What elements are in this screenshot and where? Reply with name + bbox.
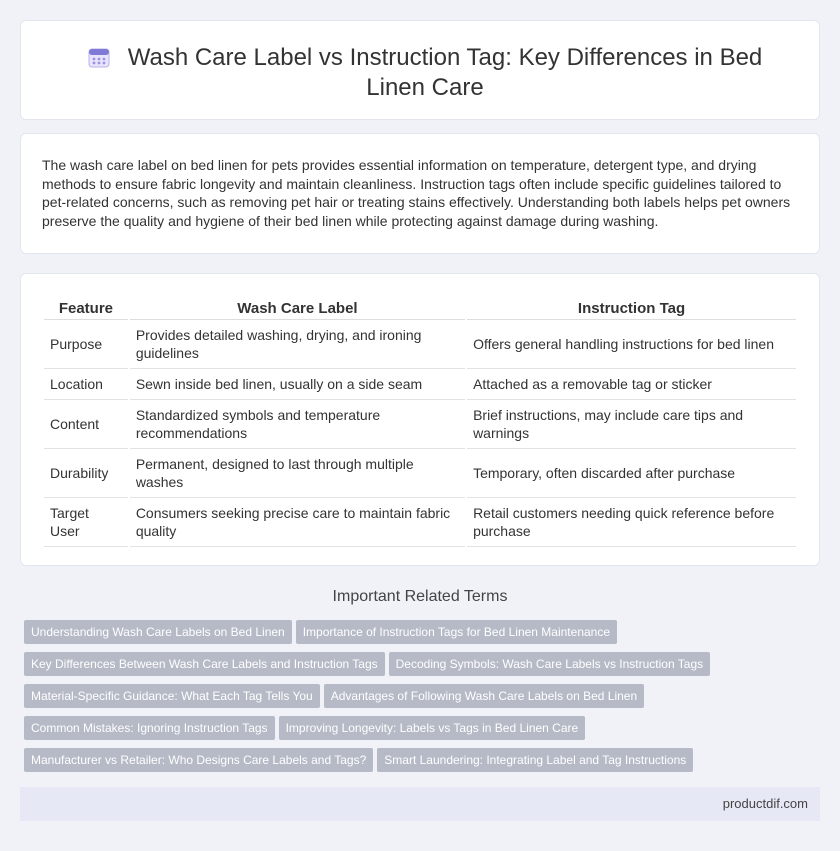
page-title-text: Wash Care Label vs Instruction Tag: Key Differences in Bed Linen Care (127, 44, 763, 101)
row-wash-care-label: Provides detailed washing, drying, and ironing guidelines (130, 320, 465, 369)
row-instruction-tag: Temporary, often discarded after purchase (467, 449, 796, 498)
header-feature: Feature (44, 298, 128, 320)
calendar-icon (88, 46, 110, 68)
related-term-tag[interactable]: Improving Longevity: Labels vs Tags in Bed Linen Care (279, 716, 586, 740)
title-wrap (61, 43, 789, 103)
intro-card (20, 133, 820, 254)
intro-text: The wash care label on bed linen for pets provides essential information on temperature, detergent type, and drying methods to ensure fabric longevity and maintain cleanliness. Instruction tags often include specific guidelines tailored to pet-related concerns, such as removing pet hair or treating stains effectively. Understanding both labels helps pet owners preserve the quality and hygiene of their bed linen while protecting against damage during washing. (42, 157, 791, 229)
tag-row (24, 620, 804, 652)
row-instruction-tag: Offers general handling instructions for bed linen (467, 320, 796, 369)
header-instruction-tag: Instruction Tag (467, 298, 796, 320)
related-term-tag[interactable]: Material-Specific Guidance: What Each Tag Tells You (24, 684, 320, 708)
row-instruction-tag: Retail customers needing quick reference before purchase (467, 498, 796, 547)
footer-site[interactable]: productdif.com (722, 796, 808, 811)
header-wash-care-label: Wash Care Label (130, 298, 465, 320)
row-wash-care-label: Permanent, designed to last through multiple washes (130, 449, 465, 498)
tag-row (24, 716, 804, 748)
comparison-card (20, 273, 820, 566)
related-terms-title: Important Related Terms (332, 588, 508, 605)
related-terms-list (24, 620, 804, 780)
header-card (20, 20, 820, 120)
related-term-tag[interactable]: Understanding Wash Care Labels on Bed Linen (24, 620, 292, 644)
row-feature: Target User (44, 498, 128, 547)
row-wash-care-label: Standardized symbols and temperature recommendations (130, 400, 465, 449)
row-feature: Durability (44, 449, 128, 498)
row-instruction-tag: Brief instructions, may include care tips and warnings (467, 400, 796, 449)
tag-row (24, 652, 804, 684)
page-title (61, 43, 789, 103)
related-term-tag[interactable]: Common Mistakes: Ignoring Instruction Tags (24, 716, 275, 740)
table-row (44, 400, 796, 449)
table-header-row (44, 298, 796, 320)
row-feature: Location (44, 369, 128, 400)
row-wash-care-label: Sewn inside bed linen, usually on a side seam (130, 369, 465, 400)
row-instruction-tag: Attached as a removable tag or sticker (467, 369, 796, 400)
table-row (44, 449, 796, 498)
related-term-tag[interactable]: Advantages of Following Wash Care Labels on Bed Linen (324, 684, 644, 708)
related-term-tag[interactable]: Smart Laundering: Integrating Label and Tag Instructions (377, 748, 693, 772)
comparison-table (42, 298, 798, 547)
table-row (44, 369, 796, 400)
table-row (44, 320, 796, 369)
related-term-tag[interactable]: Key Differences Between Wash Care Labels and Instruction Tags (24, 652, 385, 676)
footer-bar (20, 787, 820, 821)
tag-row (24, 684, 804, 716)
tag-row (24, 748, 804, 780)
row-feature: Content (44, 400, 128, 449)
related-term-tag[interactable]: Importance of Instruction Tags for Bed Linen Maintenance (296, 620, 617, 644)
row-wash-care-label: Consumers seeking precise care to maintain fabric quality (130, 498, 465, 547)
related-term-tag[interactable]: Decoding Symbols: Wash Care Labels vs Instruction Tags (389, 652, 710, 676)
table-row (44, 498, 796, 547)
row-feature: Purpose (44, 320, 128, 369)
related-term-tag[interactable]: Manufacturer vs Retailer: Who Designs Care Labels and Tags? (24, 748, 373, 772)
